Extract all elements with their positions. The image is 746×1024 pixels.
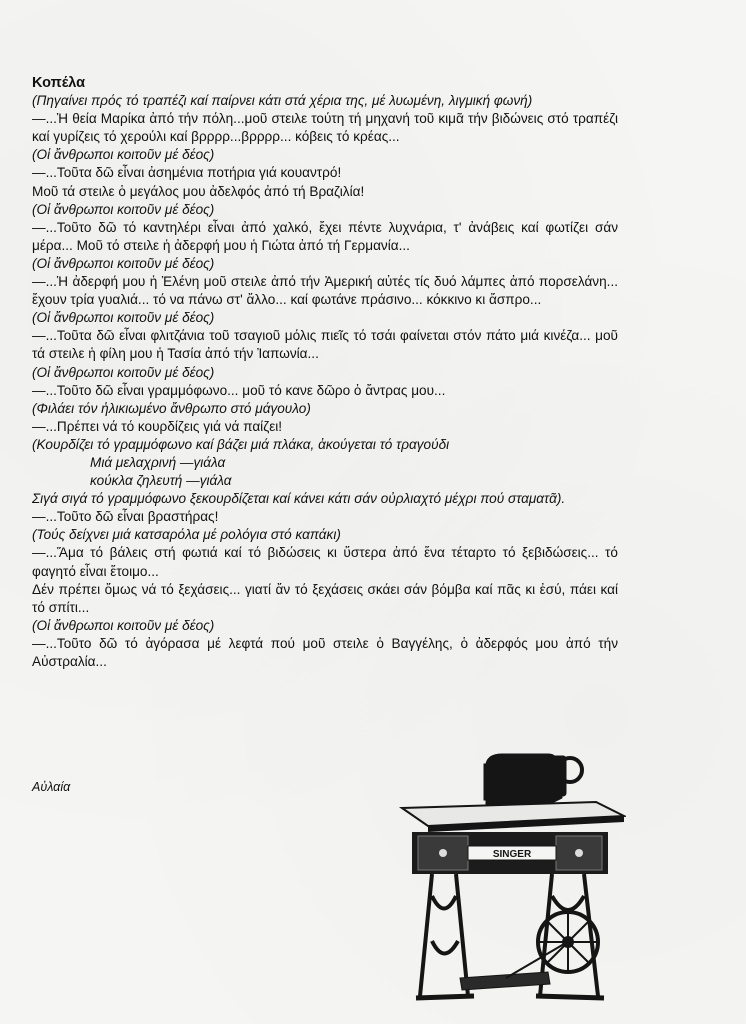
curtain-signature: Αὐλαία: [32, 780, 71, 794]
dialogue-line: —...Τοῦτο δῶ τό ἀγόρασα μέ λεφτά πού μοῦ στειλε ὁ Βαγγέλης, ὁ ἀδερφός μου ἀπό τήν Αὐστραλία...: [32, 635, 618, 669]
dialogue-line: —...Τοῦτα δῶ εἶναι φλιτζάνια τοῦ τσαγιοῦ μόλις πιεῖς τό τσάι φαίνεται στόν πάτο μιά κινέζα... μοῦ τά στειλε ἡ φίλη μου ἡ Τασία ἀπό τήν Ἰαπωνία...: [32, 328, 618, 362]
dialogue-line: —...Τοῦτο δῶ τό καντηλέρι εἶναι ἀπό χαλκό, ἔχει πέντε λυχνάρια, τ' ἀνάβεις καί φωτίζει σάν μέρα... Μοῦ τό στειλε ἡ ἀδερφή μου ἡ Γιώτα ἀπό τή Γερμανία...: [32, 219, 618, 253]
dialogue-line: —...Ἡ θεία Μαρίκα ἀπό τήν πόλη...μοῦ στειλε τούτη τή μηχανή τοῦ κιμᾶ τήν βιδώνεις στό τραπέζι καί γυρίζεις τό χερούλι καί βρρρρ...βρρρρ... κόβεις τό κρέας...: [32, 111, 618, 145]
dialogue-line: —...Ἡ ἀδερφή μου ἡ Ἐλένη μοῦ στειλε ἀπό τήν Ἀμερική αὐτές τίς δυό λάμπες ἀπό πορσελάνη... ἔχουν τρία γυαλιά... τό να πάνω στ' ἄλλο... καί φωτάνε πράσινο... κόκκινο κι ἄσπρο...: [32, 274, 618, 308]
stage-direction: (Φιλάει τόν ἡλικιωμένο ἄνθρωπο στό μάγουλο): [32, 400, 311, 416]
stage-direction: (Τούς δείχνει μιά κατσαρόλα μέ ρολόγια στό καπάκι): [32, 527, 341, 543]
dialogue-line: —...Πρέπει νά τό κουρδίζεις γιά νά παίζει!: [32, 418, 283, 434]
sewing-machine-icon: [398, 746, 626, 1008]
stage-direction: (Οἱ ἄνθρωποι κοιτοῦν μέ δέος): [32, 364, 215, 380]
stage-direction: (Οἱ ἄνθρωποι κοιτοῦν μέ δέος): [32, 147, 215, 163]
brand-mark: SINGER: [492, 849, 532, 860]
stage-direction: Σιγά σιγά τό γραμμόφωνο ξεκουρδίζεται καί κάνει κάτι σάν οὐρλιαχτό μέχρι πού σταματᾶ).: [32, 491, 566, 507]
dialogue-line: —...Τοῦτα δῶ εἶναι ἀσημένια ποτήρια γιά κουαντρό!: [32, 165, 342, 181]
play-text: [32, 74, 618, 671]
stage-direction: (Οἱ ἄνθρωποι κοιτοῦν μέ δέος): [32, 617, 215, 633]
dialogue-line: Δέν πρέπει ὅμως νά τό ξεχάσεις... γιατί ἄν τό ξεχάσεις σκάει σάν βόμβα καί πᾶς κι ἐσύ, πάει καί τό σπίτι...: [32, 581, 618, 615]
song-lyric-line: Μιά μελαχρινή —γιάλα: [90, 454, 226, 470]
stage-direction: (Κουρδίζει τό γραμμόφωνο καί βάζει μιά πλάκα, ἀκούγεται τό τραγούδι: [32, 436, 450, 452]
song-lyric-line: κούκλα ζηλευτή —γιάλα: [90, 473, 232, 489]
dialogue-line: Μοῦ τά στειλε ὁ μεγάλος μου ἀδελφός ἀπό τή Βραζιλία!: [32, 183, 365, 199]
character-heading: Κοπέλα: [32, 75, 86, 91]
dialogue-line: —...Τοῦτο δῶ εἶναι γραμμόφωνο... μοῦ τό κανε δῶρο ὁ ἄντρας μου...: [32, 382, 446, 398]
stage-direction: (Πηγαίνει πρός τό τραπέζι καί παίρνει κάτι στά χέρια της, μέ λυωμένη, λιγμική φωνή): [32, 93, 533, 109]
stage-direction: (Οἱ ἄνθρωποι κοιτοῦν μέ δέος): [32, 255, 215, 271]
stage-direction: (Οἱ ἄνθρωποι κοιτοῦν μέ δέος): [32, 310, 215, 326]
dialogue-line: —...Ἅμα τό βάλεις στή φωτιά καί τό βιδώσεις κι ὕστερα ἀπό ἕνα τέταρτο τό ξεβιδώσεις... τό φαγητό εἶναι ἕτοιμο...: [32, 545, 618, 579]
dialogue-line: —...Τοῦτο δῶ εἶναι βραστήρας!: [32, 509, 219, 525]
stage-direction: (Οἱ ἄνθρωποι κοιτοῦν μέ δέος): [32, 201, 215, 217]
